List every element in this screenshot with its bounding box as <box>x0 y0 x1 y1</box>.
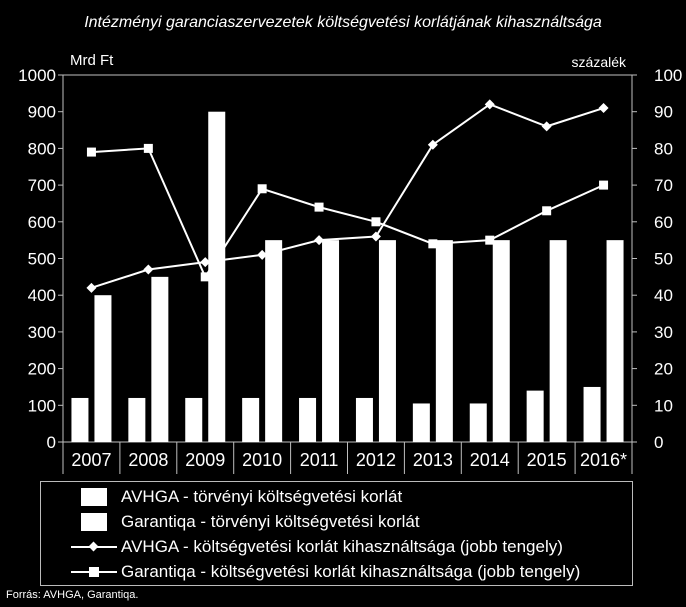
bar-garantiqa <box>550 240 567 442</box>
y-left-tick-label: 300 <box>27 322 56 342</box>
legend-label: Garantiqa - költségvetési korlát kihasználtsága (jobb tengely) <box>121 562 581 581</box>
bar-garantiqa <box>265 240 282 442</box>
source-note: Forrás: AVHGA, Garantiqa. <box>6 589 139 601</box>
bar-avhga <box>128 398 145 442</box>
line-avhga <box>91 104 603 287</box>
point-avhga <box>599 103 609 113</box>
y-right-tick-label: 40 <box>654 286 673 306</box>
y-right-tick-label: 0 <box>654 433 664 452</box>
legend-bar-swatch-icon <box>71 486 117 508</box>
point-garantiqa <box>485 236 494 245</box>
y-left-tick-label: 800 <box>27 139 56 159</box>
legend-label: AVHGA - törvényi költségvetési korlát <box>121 487 403 506</box>
y-right-tick-label: 90 <box>654 102 673 122</box>
legend <box>40 481 633 586</box>
bar-avhga <box>584 387 601 442</box>
bar-garantiqa <box>493 240 510 442</box>
y-left-tick-label: 0 <box>46 433 56 452</box>
bar-avhga <box>242 398 259 442</box>
point-avhga <box>542 121 552 131</box>
y-left-tick-label: 100 <box>27 396 56 416</box>
y-left-tick-label: 200 <box>27 359 56 379</box>
legend-diamond-line-icon <box>71 536 117 558</box>
bar-avhga <box>185 398 202 442</box>
bar-garantiqa <box>379 240 396 442</box>
point-garantiqa <box>201 272 210 281</box>
legend-label: AVHGA - költségvetési korlát kihasználtsága (jobb tengely) <box>121 537 563 556</box>
bar-garantiqa <box>436 240 453 442</box>
point-garantiqa <box>315 203 324 212</box>
y-right-tick-label: 10 <box>654 396 673 416</box>
point-avhga <box>86 283 96 293</box>
y-right-tick-label: 30 <box>654 322 673 342</box>
bar-garantiqa <box>94 295 111 442</box>
point-garantiqa <box>371 217 380 226</box>
point-garantiqa <box>258 184 267 193</box>
legend-item-avhga-bar <box>41 485 402 509</box>
point-garantiqa <box>599 181 608 190</box>
point-avhga <box>143 265 153 275</box>
y-right-tick-label: 50 <box>654 249 673 269</box>
x-tick-label: 2008 <box>128 450 169 470</box>
bar-garantiqa <box>607 240 624 442</box>
point-garantiqa <box>87 148 96 157</box>
bar-avhga <box>527 391 544 442</box>
y-left-tick-label: 700 <box>27 176 56 196</box>
legend-item-garantiqa-line <box>41 560 580 584</box>
x-tick-label: 2007 <box>71 450 112 470</box>
bar-garantiqa <box>208 112 225 442</box>
point-garantiqa <box>542 206 551 215</box>
x-tick-label: 2011 <box>299 450 339 470</box>
legend-square-line-icon <box>71 561 117 583</box>
x-tick-label: 2010 <box>242 450 283 470</box>
y-right-tick-label: 20 <box>654 359 673 379</box>
y-right-tick-label: 60 <box>654 212 673 232</box>
legend-item-avhga-line <box>41 535 563 559</box>
bar-avhga <box>413 403 430 442</box>
bar-avhga <box>299 398 316 442</box>
y-left-tick-label: 900 <box>27 102 56 122</box>
y-right-tick-label: 70 <box>654 176 673 196</box>
x-tick-label: 2014 <box>469 450 510 470</box>
y-axis-left-label: Mrd Ft <box>70 52 114 69</box>
line-garantiqa <box>91 148 603 276</box>
x-tick-label: 2013 <box>412 450 453 470</box>
x-tick-label: 2009 <box>185 450 226 470</box>
point-garantiqa <box>428 239 437 248</box>
x-tick-label: 2015 <box>526 450 567 470</box>
y-left-tick-label: 400 <box>27 286 56 306</box>
y-axis-right-label: százalék <box>571 54 626 70</box>
y-right-tick-label: 100 <box>654 66 683 85</box>
x-tick-label: 2012 <box>355 450 396 470</box>
bar-garantiqa <box>151 277 168 442</box>
chart-title: Intézményi garanciaszervezetek költségvetési korlátjának kihasználtsága <box>84 14 602 31</box>
legend-item-garantiqa-bar <box>41 510 420 534</box>
bar-avhga <box>356 398 373 442</box>
legend-bar-swatch-icon <box>71 511 117 533</box>
bar-garantiqa <box>322 240 339 442</box>
bar-avhga <box>71 398 88 442</box>
x-tick-label: 2016* <box>580 450 628 470</box>
legend-label: Garantiqa - törvényi költségvetési korlát <box>121 512 420 531</box>
y-left-tick-label: 500 <box>27 249 56 269</box>
point-garantiqa <box>144 144 153 153</box>
y-left-tick-label: 600 <box>27 212 56 232</box>
y-left-tick-label: 1000 <box>18 66 56 85</box>
bar-avhga <box>470 403 487 442</box>
point-avhga <box>371 231 381 241</box>
y-right-tick-label: 80 <box>654 139 673 159</box>
